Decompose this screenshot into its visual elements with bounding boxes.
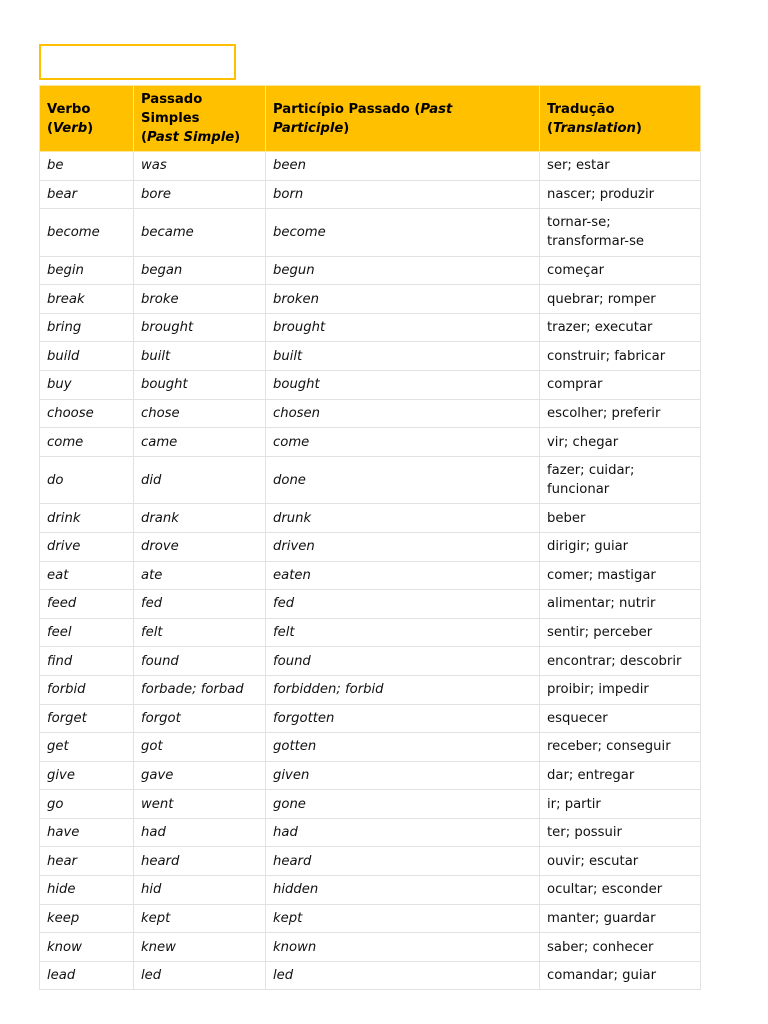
verb-cell: be bbox=[40, 152, 134, 181]
past-participle-cell: heard bbox=[266, 847, 540, 876]
translation-cell: começar bbox=[540, 256, 701, 285]
header-past-pt: Passado Simples bbox=[141, 92, 203, 126]
irregular-verbs-table bbox=[39, 85, 701, 990]
past-participle-cell: done bbox=[266, 456, 540, 504]
past-simple-cell: was bbox=[134, 152, 266, 181]
past-simple-cell: found bbox=[134, 647, 266, 676]
past-participle-cell: gotten bbox=[266, 733, 540, 762]
past-simple-cell: heard bbox=[134, 847, 266, 876]
translation-cell: tornar-se; transformar-se bbox=[540, 209, 701, 257]
table-row bbox=[40, 790, 701, 819]
verb-cell: go bbox=[40, 790, 134, 819]
verb-cell: eat bbox=[40, 561, 134, 590]
translation-cell: beber bbox=[540, 504, 701, 533]
table-row bbox=[40, 876, 701, 905]
past-participle-cell: bought bbox=[266, 371, 540, 400]
table-row bbox=[40, 456, 701, 504]
past-participle-cell: become bbox=[266, 209, 540, 257]
translation-cell: fazer; cuidar; funcionar bbox=[540, 456, 701, 504]
verb-cell: lead bbox=[40, 961, 134, 990]
translation-cell: ocultar; esconder bbox=[540, 876, 701, 905]
past-simple-cell: kept bbox=[134, 904, 266, 933]
past-simple-cell: bought bbox=[134, 371, 266, 400]
past-simple-cell: built bbox=[134, 342, 266, 371]
translation-cell: esquecer bbox=[540, 704, 701, 733]
past-simple-cell: went bbox=[134, 790, 266, 819]
translation-cell: dar; entregar bbox=[540, 761, 701, 790]
header-past-en: Past Simple bbox=[147, 130, 235, 145]
header-translation: Tradução (Translation) bbox=[540, 86, 701, 152]
translation-cell: comandar; guiar bbox=[540, 961, 701, 990]
translation-cell: ter; possuir bbox=[540, 818, 701, 847]
translation-cell: dirigir; guiar bbox=[540, 532, 701, 561]
verb-cell: begin bbox=[40, 256, 134, 285]
translation-cell: sentir; perceber bbox=[540, 618, 701, 647]
past-participle-cell: given bbox=[266, 761, 540, 790]
translation-cell: ser; estar bbox=[540, 152, 701, 181]
past-participle-cell: hidden bbox=[266, 876, 540, 905]
table-row bbox=[40, 342, 701, 371]
table-row bbox=[40, 933, 701, 962]
translation-cell: alimentar; nutrir bbox=[540, 590, 701, 619]
past-participle-cell: led bbox=[266, 961, 540, 990]
past-participle-cell: begun bbox=[266, 256, 540, 285]
past-participle-cell: born bbox=[266, 180, 540, 209]
header-past-simple: Passado Simples (Past Simple) bbox=[134, 86, 266, 152]
verb-cell: forbid bbox=[40, 675, 134, 704]
table-row bbox=[40, 961, 701, 990]
table-row bbox=[40, 532, 701, 561]
translation-cell: proibir; impedir bbox=[540, 675, 701, 704]
table-row bbox=[40, 904, 701, 933]
verb-cell: feed bbox=[40, 590, 134, 619]
header-row bbox=[40, 86, 701, 152]
verb-cell: bear bbox=[40, 180, 134, 209]
past-simple-cell: knew bbox=[134, 933, 266, 962]
translation-cell: escolher; preferir bbox=[540, 399, 701, 428]
header-verb-pt: Verbo bbox=[47, 101, 91, 117]
table-row bbox=[40, 256, 701, 285]
past-simple-cell: led bbox=[134, 961, 266, 990]
verb-cell: hide bbox=[40, 876, 134, 905]
table-row bbox=[40, 399, 701, 428]
past-simple-cell: did bbox=[134, 456, 266, 504]
verb-cell: do bbox=[40, 456, 134, 504]
past-simple-cell: forgot bbox=[134, 704, 266, 733]
table-row bbox=[40, 371, 701, 400]
past-participle-cell: found bbox=[266, 647, 540, 676]
translation-cell: construir; fabricar bbox=[540, 342, 701, 371]
past-simple-cell: felt bbox=[134, 618, 266, 647]
header-past-participle: Particípio Passado (Past Participle) bbox=[266, 86, 540, 152]
verb-cell: become bbox=[40, 209, 134, 257]
table-row bbox=[40, 209, 701, 257]
past-participle-cell: brought bbox=[266, 313, 540, 342]
table-row bbox=[40, 152, 701, 181]
header-participle-en: Past Participle bbox=[273, 101, 453, 136]
table-row bbox=[40, 504, 701, 533]
past-participle-cell: forgotten bbox=[266, 704, 540, 733]
table-row bbox=[40, 818, 701, 847]
table-row bbox=[40, 847, 701, 876]
verb-cell: forget bbox=[40, 704, 134, 733]
table-row bbox=[40, 561, 701, 590]
verb-cell: drink bbox=[40, 504, 134, 533]
translation-cell: encontrar; descobrir bbox=[540, 647, 701, 676]
table-header bbox=[40, 86, 701, 152]
past-simple-cell: got bbox=[134, 733, 266, 762]
translation-cell: nascer; produzir bbox=[540, 180, 701, 209]
translation-cell: receber; conseguir bbox=[540, 733, 701, 762]
past-simple-cell: began bbox=[134, 256, 266, 285]
table-row bbox=[40, 675, 701, 704]
verb-cell: buy bbox=[40, 371, 134, 400]
past-simple-cell: gave bbox=[134, 761, 266, 790]
verb-cell: feel bbox=[40, 618, 134, 647]
verb-cell: know bbox=[40, 933, 134, 962]
past-participle-cell: had bbox=[266, 818, 540, 847]
table-row bbox=[40, 618, 701, 647]
header-verb-en: Verb bbox=[53, 120, 88, 136]
past-simple-cell: broke bbox=[134, 285, 266, 314]
past-participle-cell: eaten bbox=[266, 561, 540, 590]
verb-cell: choose bbox=[40, 399, 134, 428]
past-simple-cell: forbade; forbad bbox=[134, 675, 266, 704]
past-simple-cell: brought bbox=[134, 313, 266, 342]
past-simple-cell: had bbox=[134, 818, 266, 847]
translation-cell: comprar bbox=[540, 371, 701, 400]
past-participle-cell: fed bbox=[266, 590, 540, 619]
table-row bbox=[40, 647, 701, 676]
table-row bbox=[40, 733, 701, 762]
past-simple-cell: hid bbox=[134, 876, 266, 905]
verb-cell: come bbox=[40, 428, 134, 457]
table-body bbox=[40, 152, 701, 990]
title-box bbox=[39, 44, 236, 80]
verb-cell: break bbox=[40, 285, 134, 314]
past-simple-cell: came bbox=[134, 428, 266, 457]
past-participle-cell: known bbox=[266, 933, 540, 962]
past-participle-cell: driven bbox=[266, 532, 540, 561]
past-participle-cell: kept bbox=[266, 904, 540, 933]
past-simple-cell: chose bbox=[134, 399, 266, 428]
translation-cell: comer; mastigar bbox=[540, 561, 701, 590]
verb-cell: find bbox=[40, 647, 134, 676]
header-translation-pt: Tradução bbox=[547, 101, 615, 117]
past-participle-cell: come bbox=[266, 428, 540, 457]
header-translation-en: Translation bbox=[553, 120, 636, 136]
past-participle-cell: gone bbox=[266, 790, 540, 819]
verb-cell: hear bbox=[40, 847, 134, 876]
past-simple-cell: fed bbox=[134, 590, 266, 619]
past-participle-cell: been bbox=[266, 152, 540, 181]
past-simple-cell: drank bbox=[134, 504, 266, 533]
translation-cell: ir; partir bbox=[540, 790, 701, 819]
header-participle-pt: Particípio Passado bbox=[273, 101, 410, 117]
translation-cell: ouvir; escutar bbox=[540, 847, 701, 876]
past-simple-cell: ate bbox=[134, 561, 266, 590]
verb-cell: give bbox=[40, 761, 134, 790]
verb-cell: keep bbox=[40, 904, 134, 933]
table-row bbox=[40, 180, 701, 209]
table-row bbox=[40, 428, 701, 457]
past-participle-cell: felt bbox=[266, 618, 540, 647]
past-simple-cell: bore bbox=[134, 180, 266, 209]
past-participle-cell: broken bbox=[266, 285, 540, 314]
translation-cell: trazer; executar bbox=[540, 313, 701, 342]
past-participle-cell: drunk bbox=[266, 504, 540, 533]
past-simple-cell: became bbox=[134, 209, 266, 257]
verb-cell: build bbox=[40, 342, 134, 371]
past-participle-cell: forbidden; forbid bbox=[266, 675, 540, 704]
translation-cell: saber; conhecer bbox=[540, 933, 701, 962]
verb-cell: drive bbox=[40, 532, 134, 561]
table-row bbox=[40, 313, 701, 342]
table-row bbox=[40, 590, 701, 619]
past-participle-cell: built bbox=[266, 342, 540, 371]
verb-cell: bring bbox=[40, 313, 134, 342]
past-participle-cell: chosen bbox=[266, 399, 540, 428]
header-verb: Verbo (Verb) bbox=[40, 86, 134, 152]
table-row bbox=[40, 761, 701, 790]
verb-cell: get bbox=[40, 733, 134, 762]
verb-cell: have bbox=[40, 818, 134, 847]
table-row bbox=[40, 285, 701, 314]
table-row bbox=[40, 704, 701, 733]
translation-cell: vir; chegar bbox=[540, 428, 701, 457]
translation-cell: manter; guardar bbox=[540, 904, 701, 933]
past-simple-cell: drove bbox=[134, 532, 266, 561]
translation-cell: quebrar; romper bbox=[540, 285, 701, 314]
